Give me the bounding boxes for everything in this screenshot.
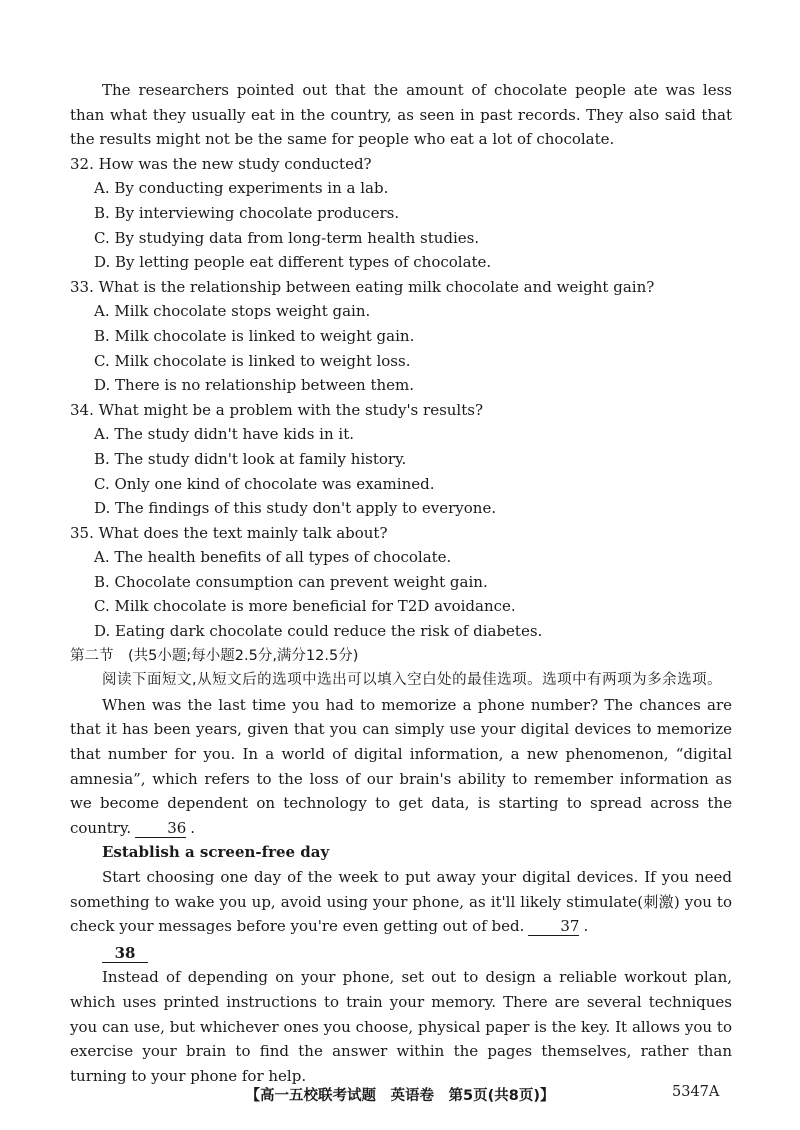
intro-paragraph: When was the last time you had to memorize a phone number? The chances are that it has been years, given that you can simply use your digital devices to memorize that number for you. In a world of digital information, a new phenomenon, “digital amnesia”, which refers to the loss of our brain's ability to remember information as we become dependent on technology to get data, is starting to spread across the country. 36 . (70, 695, 732, 837)
option-c: C. By studying data from long-term health studies. (94, 228, 480, 247)
option-c: C. Milk chocolate is linked to weight loss. (94, 351, 411, 370)
option-c: C. Only one kind of chocolate was examined. (94, 474, 435, 493)
question-stem: 33. What is the relationship between eating milk chocolate and weight gain? (70, 277, 655, 296)
option-a: A. The study didn't have kids in it. (94, 425, 354, 444)
option-b: B. Milk chocolate is linked to weight gain. (94, 326, 415, 345)
question-stem: 32. How was the new study conducted? (70, 154, 372, 173)
question-33 (70, 275, 732, 398)
paragraph-3: Instead of depending on your phone, set out to design a reliable workout plan, which uses printed instructions to train your memory. There are several techniques you can use, but whichever ones you choose, physical paper is the key. It allows you to exercise your brain to find the answer within the pages themselves, rather than turning to your phone for help. (70, 968, 732, 1085)
intro-text: When was the last time you had to memorize a phone number? The chances are that it has been years, given that you can simply use your digital devices to memorize that number for you. In a world of digital information, a new phenomenon, “digital amnesia”, which refers to the loss of our brain's ability to remember information as we become dependent on technology to get data, is starting to spread across the country. (70, 695, 732, 837)
option-a: A. Milk chocolate stops weight gain. (94, 302, 371, 321)
exam-code: 5347A (672, 1084, 720, 1100)
option-a: A. By conducting experiments in a lab. (94, 179, 389, 198)
question-stem: 34. What might be a problem with the study's results? (70, 400, 483, 419)
option-d: D. There is no relationship between them. (94, 376, 415, 395)
option-b: B. Chocolate consumption can prevent weight gain. (94, 572, 488, 591)
option-b: B. The study didn't look at family history. (94, 449, 407, 468)
question-32 (70, 152, 732, 275)
exam-title: 【高一五校联考试题 英语卷 第5页(共8页)】 (245, 1088, 555, 1104)
question-stem: 35. What does the text mainly talk about? (70, 523, 388, 542)
section-heading: 第二节 (共5小题;每小题2.5分,满分12.5分) (70, 647, 359, 664)
option-d: D. By letting people eat different types of chocolate. (94, 253, 492, 272)
option-c: C. Milk chocolate is more beneficial for T2D avoidance. (94, 597, 516, 616)
option-a: A. The health benefits of all types of chocolate. (94, 548, 452, 567)
passage-paragraph: The researchers pointed out that the amount of chocolate people ate was less than what they usually eat in the country, as seen in past records. They also said that the results might not be the same for people who eat a lot of chocolate. (70, 81, 732, 149)
blank-38-heading (70, 941, 732, 966)
option-d: D. Eating dark chocolate could reduce the risk of diabetes. (94, 622, 543, 641)
question-35 (70, 521, 732, 644)
section-instruction: 阅读下面短文,从短文后的选项中选出可以填入空白处的最佳选项。选项中有两项为多余选项。 (102, 672, 723, 689)
subheading-screen-free-day: Establish a screen-free day (102, 843, 330, 862)
blank-36: 36 (135, 819, 186, 838)
question-34 (70, 398, 732, 521)
paragraph-2-text: Start choosing one day of the week to put away your digital devices. If you need something to wake you up, avoid using your phone, as it'll likely stimulate(刺激) you to check your messages before you're even getting out of bed. (70, 868, 732, 936)
option-b: B. By interviewing chocolate producers. (94, 203, 400, 222)
option-d: D. The findings of this study don't apply to everyone. (94, 499, 497, 518)
exam-page (70, 78, 732, 1088)
blank-38: 38 (102, 944, 148, 963)
paragraph-2: Start choosing one day of the week to put away your digital devices. If you need something to wake you up, avoid using your phone, as it'll likely stimulate(刺激) you to check your messages before you're even getting out of bed. 37 . (70, 868, 732, 936)
blank-37: 37 (528, 917, 579, 936)
